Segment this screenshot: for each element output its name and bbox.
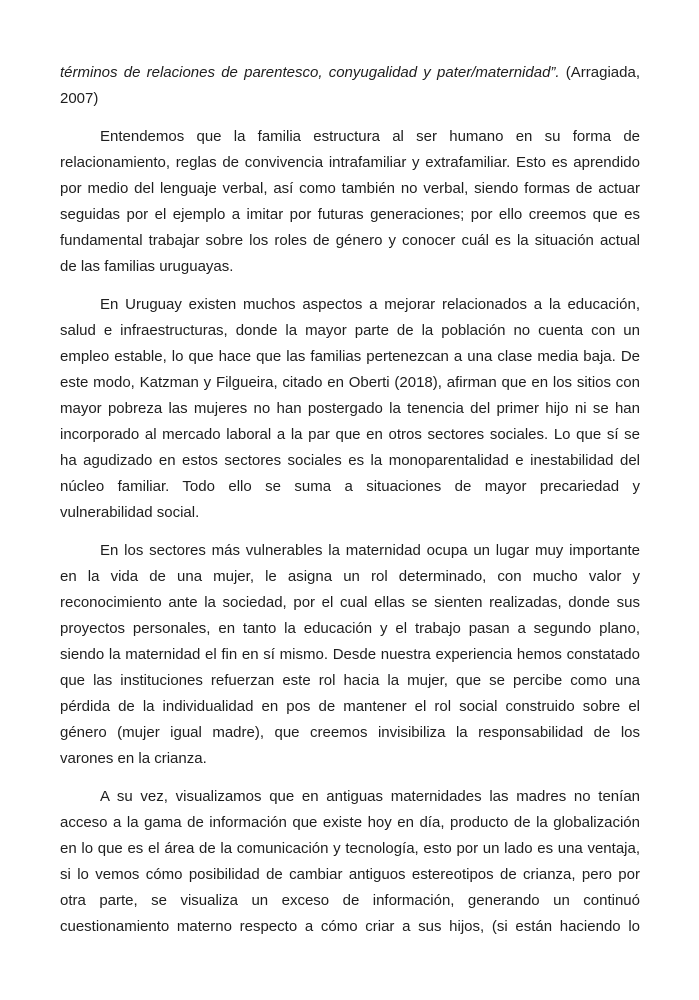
text-line: este modo, Katzman y Filgueira, citado en Oberti (2018), afirman que en los sitios con <box>60 374 640 391</box>
text-line: pérdida de la individualidad en pos de mantener el rol social construido sobre el <box>60 698 640 715</box>
citation-text: (Arragiada, <box>559 64 641 81</box>
text-line: otra parte, se visualiza un exceso de información, generando un continuó <box>60 892 640 909</box>
text-line: núcleo familiar. Todo ello se suma a situaciones de mayor precariedad y <box>60 478 640 495</box>
paragraph <box>60 784 640 940</box>
text-line: por medio del lenguaje verbal, así como también no verbal, siendo formas de actuar <box>60 180 640 197</box>
text-line: En Uruguay existen muchos aspectos a mejorar relacionados a la educación, <box>100 296 640 313</box>
text-line: A su vez, visualizamos que en antiguas maternidades las madres no tenían <box>100 788 640 805</box>
text-line: Entendemos que la familia estructura al ser humano en su forma de <box>100 128 640 145</box>
text-line: ha agudizado en estos sectores sociales es la monoparentalidad e inestabilidad del <box>60 452 640 469</box>
text-line: incorporado al mercado laboral a la par que en otros sectores sociales. Lo que sí se <box>60 426 640 443</box>
text-line: si lo vemos cómo posibilidad de cambiar antiguos estereotipos de crianza, pero por <box>60 866 640 883</box>
paragraph <box>60 292 640 526</box>
paragraph <box>60 538 640 772</box>
text-line: 2007) <box>60 90 99 107</box>
body-paragraphs <box>60 124 640 940</box>
text-line: relacionamiento, reglas de convivencia intrafamiliar y extrafamiliar. Esto es aprendido <box>60 154 640 171</box>
text-line: mayor pobreza las mujeres no han postergado la tenencia del primer hijo ni se han <box>60 400 640 417</box>
quoted-text-italic: términos de relaciones de parentesco, conyugalidad y pater/maternidad”. <box>60 64 560 81</box>
lead-paragraph <box>60 60 640 112</box>
text-line: salud e infraestructuras, donde la mayor parte de la población no cuenta con un <box>60 322 640 339</box>
text-line: en la vida de una mujer, le asigna un rol determinado, con mucho valor y <box>60 568 640 585</box>
text-line: empleo estable, lo que hace que las familias pertenezcan a una clase media baja. De <box>60 348 640 365</box>
text-line: vulnerabilidad social. <box>60 504 200 521</box>
text-line: proyectos personales, en tanto la educación y el trabajo pasan a segundo plano, <box>60 620 640 637</box>
text-line: acceso a la gama de información que existe hoy en día, producto de la globalización <box>60 814 640 831</box>
text-line: de las familias uruguayas. <box>60 258 234 275</box>
text-line: fundamental trabajar sobre los roles de género y conocer cuál es la situación actual <box>60 232 640 249</box>
text-line <box>60 60 640 86</box>
text-line: seguidas por el ejemplo a imitar por futuras generaciones; por ello creemos que es <box>60 206 640 223</box>
text-line: siendo la maternidad el fin en sí mismo. Desde nuestra experiencia hemos constatado <box>60 646 640 663</box>
paragraph <box>60 124 640 280</box>
text-line: varones en la crianza. <box>60 750 207 767</box>
text-line: género (mujer igual madre), que creemos invisibiliza la responsabilidad de los <box>60 724 640 741</box>
text-line: cuestionamiento materno respecto a cómo criar a sus hijos, (si están haciendo lo <box>60 918 640 935</box>
text-line: que las instituciones refuerzan este rol hacia la mujer, que se percibe como una <box>60 672 640 689</box>
text-line: en lo que es el área de la comunicación y tecnología, esto por un lado es una ventaja, <box>60 840 640 857</box>
text-line: En los sectores más vulnerables la maternidad ocupa un lugar muy importante <box>100 542 640 559</box>
text-line: reconocimiento ante la sociedad, por el cual ellas se sienten realizadas, donde sus <box>60 594 640 611</box>
